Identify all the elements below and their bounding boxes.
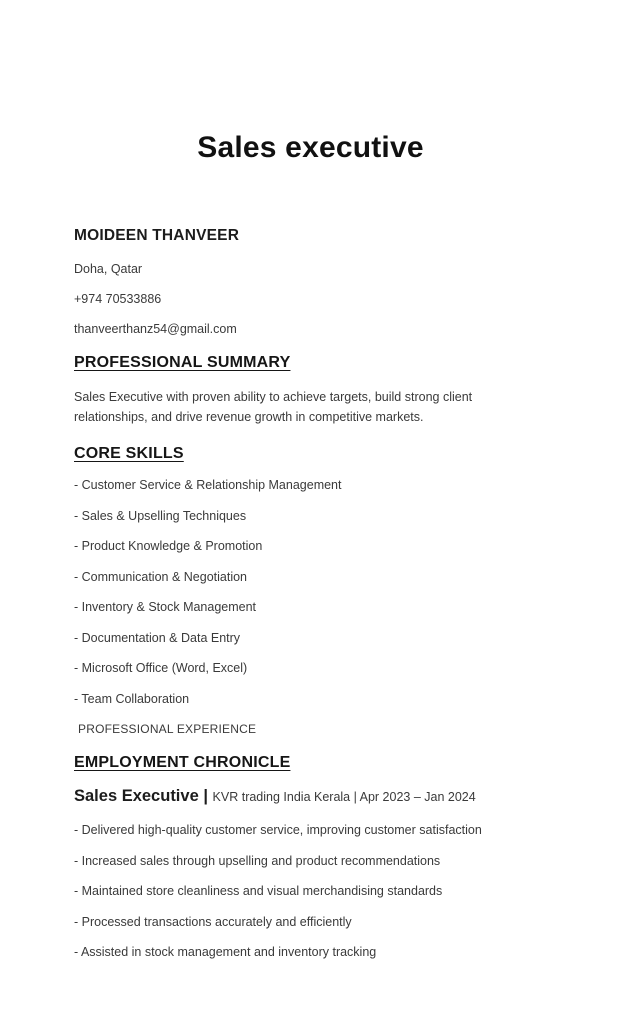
- job-bullet: - Increased sales through upselling and product recommendations: [74, 853, 441, 868]
- contact-phone: +974 70533886: [74, 292, 162, 306]
- job-bullet: - Assisted in stock management and inventory tracking: [74, 945, 377, 959]
- job-title: Sales Executive |: [74, 787, 213, 805]
- professional-summary-text: Sales Executive with proven ability to achieve targets, build strong client relationships, and drive revenue growth in competitive markets.: [74, 390, 473, 424]
- professional-experience-label: PROFESSIONAL EXPERIENCE: [78, 722, 257, 736]
- skill-item: - Inventory & Stock Management: [74, 600, 257, 614]
- skill-item: - Product Knowledge & Promotion: [74, 539, 263, 553]
- skill-item: - Communication & Negotiation: [74, 569, 247, 584]
- section-heading-employment-chronicle: EMPLOYMENT CHRONICLE: [74, 754, 291, 771]
- skill-item: - Team Collaboration: [74, 691, 190, 706]
- contact-email: thanveerthanz54@gmail.com: [74, 322, 237, 336]
- skill-item: - Customer Service & Relationship Management: [74, 478, 342, 492]
- job-header: [74, 787, 547, 806]
- job-bullet: - Maintained store cleanliness and visual merchandising standards: [74, 884, 443, 898]
- section-heading-core-skills: CORE SKILLS: [74, 445, 184, 462]
- skill-item: - Sales & Upselling Techniques: [74, 508, 247, 523]
- section-heading-professional-summary: PROFESSIONAL SUMMARY: [74, 354, 291, 371]
- candidate-name: MOIDEEN THANVEER: [74, 227, 240, 244]
- skill-item: - Documentation & Data Entry: [74, 630, 241, 645]
- skill-item: - Microsoft Office (Word, Excel): [74, 661, 248, 675]
- job-bullet: - Processed transactions accurately and efficiently: [74, 914, 352, 929]
- job-meta: KVR trading India Kerala | Apr 2023 – Jan 2024: [212, 790, 476, 804]
- job-bullet: - Delivered high-quality customer service, improving customer satisfaction: [74, 823, 482, 837]
- contact-location: Doha, Qatar: [74, 262, 143, 276]
- page-title: Sales executive: [197, 131, 424, 164]
